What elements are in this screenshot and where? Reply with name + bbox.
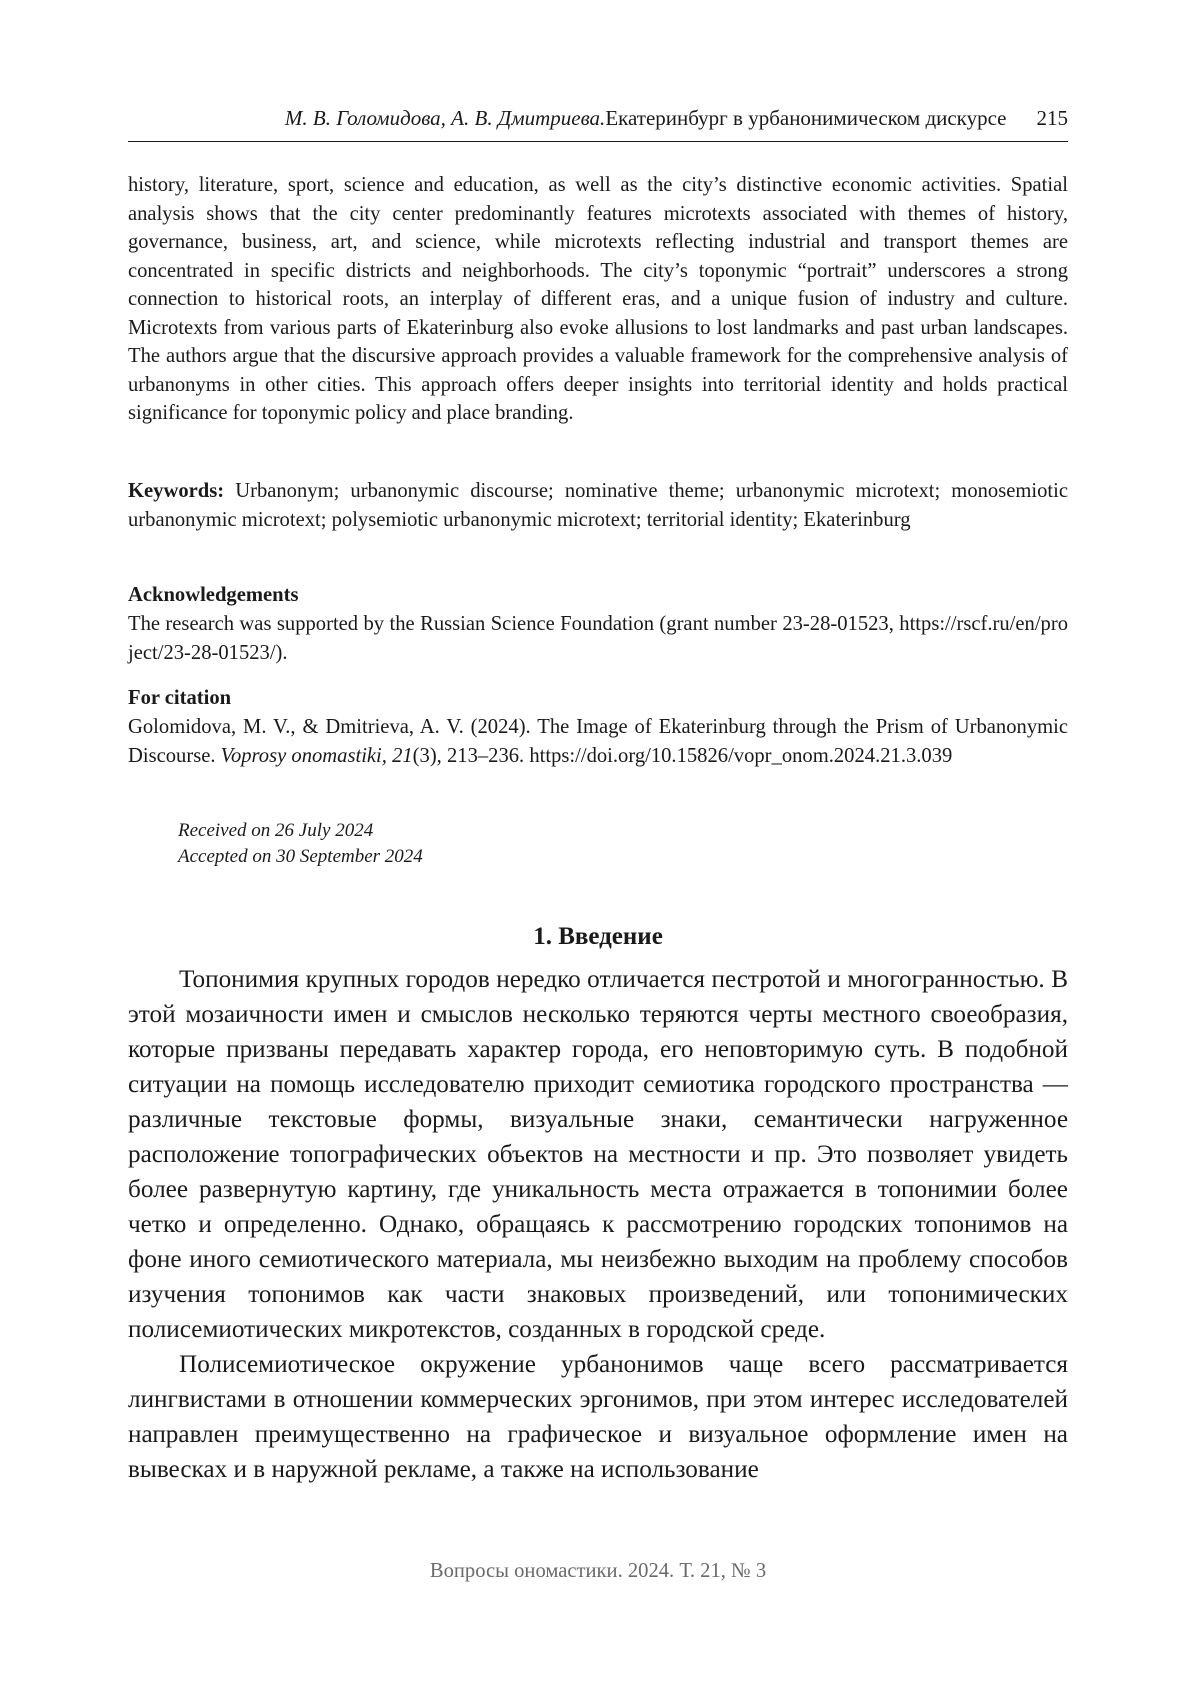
header-rule xyxy=(128,141,1068,142)
keywords-text: Urbanonym; urbanonymic discourse; nominative theme; urbanonymic microtext; monosemiotic urbanonymic microtext; polysemiotic urbanonymic microtext; territorial identity; Ekaterinburg xyxy=(128,480,1068,531)
citation-journal: Voprosy onomastiki, 21 xyxy=(220,744,413,767)
section-body xyxy=(128,962,1068,1487)
page-number: 215 xyxy=(1036,106,1068,130)
header-authors: М. В. Голомидова, А. В. Дмитриева. xyxy=(284,106,606,130)
article-dates xyxy=(178,818,423,870)
citation-text xyxy=(128,713,1068,770)
citation-part2: (3), 213–236. https://doi.org/10.15826/vopr_onom.2024.21.3.039 xyxy=(412,744,953,767)
body-paragraph: Полисемиотическое окружение урбанонимов чаще всего рассматривается лингвистами в отношении коммерческих эргонимов, при этом интерес исследователей направлен преимущественно на графическое и визуальное оформление имен на вывесках и в наружной рекламе, а также на использование xyxy=(128,1351,1068,1483)
running-header xyxy=(128,106,1068,136)
accepted-date: Accepted on 30 September 2024 xyxy=(178,846,423,867)
body-paragraph: Топонимия крупных городов нередко отличается пестротой и многогранностью. В этой мозаичности имен и смыслов несколько теряются черты местного своеобразия, которые призваны передавать характер города, его неповторимую суть. В подобной ситуации на помощь исследователю приходит семиотика городского пространства — различные текстовые формы, визуальные знаки, семантически нагруженное расположение топографических объектов на местности и пр. Это позволяет увидеть более развернутую картину, где уникальность места отражается в топонимии более четко и определенно. Однако, обращаясь к рассмотрению городских топонимов на фоне иного семиотического материала, мы неизбежно выходим на проблему способов изучения топонимов как части знаковых произведений, или топонимических полисемиотических микротекстов, созданных в городской среде. xyxy=(128,966,1068,1343)
citation-part1: Golomidova, M. V., & Dmitrieva, A. V. (2024). The Image of Ekaterinburg through the Prism of Urbanonymic Discourse. xyxy=(128,716,1068,767)
acknowledgements-title: Acknowledgements xyxy=(128,584,299,606)
keywords xyxy=(128,477,1068,534)
header-title: Екатеринбург в урбанонимическом дискурсе xyxy=(605,106,1007,130)
abstract-text: history, literature, sport, science and education, as well as the city’s distinctive economic activities. Spatial analysis shows that the city center predominantly features microtexts associated with themes of history, governance, business, art, and science, while microtexts reflecting industrial and transport themes are concentrated in specific districts and neighborhoods. The city’s toponymic “portrait” underscores a strong connection to historical roots, an interplay of different eras, and a unique fusion of industry and culture. Microtexts from various parts of Ekaterinburg also evoke allusions to lost landmarks and past urban landscapes. The authors argue that the discursive approach provides a valuable framework for the comprehensive analysis of urbanonyms in other cities. This approach offers deeper insights into territorial identity and holds practical significance for toponymic policy and place branding. xyxy=(128,174,1068,424)
citation-title: For citation xyxy=(128,687,232,709)
section-title: 1. Введение xyxy=(533,923,663,950)
keywords-label: Keywords: xyxy=(128,480,225,502)
acknowledgements-text: The research was supported by the Russian Science Foundation (grant number 23-28-01523, https://rscf.ru/en/project/23-28-01523/). xyxy=(128,613,1068,664)
received-date: Received on 26 July 2024 xyxy=(178,820,374,841)
journal-footer: Вопросы ономастики. 2024. Т. 21, № 3 xyxy=(429,1560,767,1582)
